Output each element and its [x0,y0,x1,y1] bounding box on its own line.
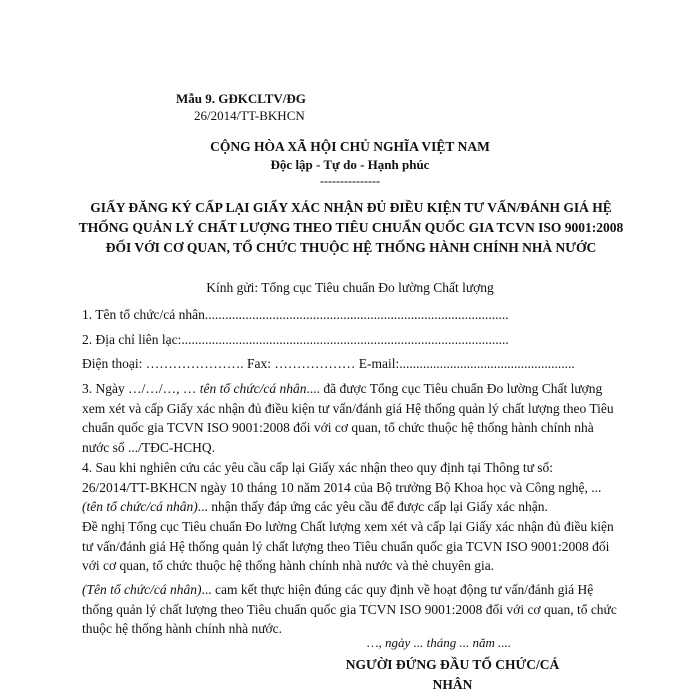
form-code: Mẫu 9. GĐKCLTV/ĐG [176,91,306,106]
commitment-text: ... cam kết thực hiện đúng các quy định về hoạt động tư vấn/đánh giá Hệ thống quản lý chất lượng theo Tiêu chuẩn quốc gia TCVN ISO 9001:2008 đối với cơ quan, tổ chức thuộc hệ thống hành chính nhà nước. [82,582,617,636]
national-motto: Độc lập - Tự do - Hạnh phúc [270,157,430,172]
item-3-paragraph [82,379,622,457]
item-4-text-start: 4. Sau khi nghiên cứu các yêu cầu cấp lại Giấy xác nhận theo quy định tại Thông tư số: 26/2014/TT-BKHCN ngày 10 tháng 10 năm 2014 của Bộ trưởng Bộ Khoa học và Công nghệ, ... [82,460,602,495]
national-name: CỘNG HÒA XÃ HỘI CHỦ NGHĨA VIỆT NAM [210,139,490,154]
commitment-paragraph [82,580,622,639]
field-address: 2. Địa chỉ liên lạc:................................................................................................. [82,332,509,347]
item-4-org-placeholder: (tên tổ chức/cá nhân) [82,499,198,514]
item-4-paragraph [82,458,622,517]
header-divider: --------------- [320,174,380,188]
addressee: Kính gửi: Tổng cục Tiêu chuẩn Đo lường Chất lượng [206,280,494,295]
signer-title: NGƯỜI ĐỨNG ĐẦU TỔ CHỨC/CÁ NHÂN [345,657,560,692]
item-3-org-placeholder: tên tổ chức/cá nhân [199,381,307,396]
commitment-org-placeholder: (Tên tổ chức/cá nhân) [82,582,202,597]
signature-date: …, ngày ... tháng ... năm .... [367,635,512,650]
field-org-name: 1. Tên tổ chức/cá nhân.......................................................................................... [82,307,509,322]
item-3-text-start: 3. Ngày …/…/…, … [82,381,200,396]
field-phone-fax-email: Điện thoại: …………………. Fax: ……………… E-mail:.................................................... [82,356,575,371]
document-title: GIẤY ĐĂNG KÝ CẤP LẠI GIẤY XÁC NHẬN ĐỦ ĐIỀU KIỆN TƯ VẤN/ĐÁNH GIÁ HỆ THỐNG QUẢN LÝ CHẤT LƯỢNG THEO TIÊU CHUẨN QUỐC GIA TCVN ISO 9001:2008 ĐỐI VỚI CƠ QUAN, TỔ CHỨC THUỘC HỆ THỐNG HÀNH CHÍNH NHÀ NƯỚC [78,200,624,255]
item-3-text-end: .... đã được Tổng cục Tiêu chuẩn Đo lường Chất lượng xem xét và cấp Giấy xác nhận đủ điều kiện tư vấn/đánh giá Hệ thống quản lý chất lượng theo Tiêu chuẩn quốc gia TCVN ISO 9001:2008 đối với cơ quan, tổ chức thuộc hệ thống hành chính nhà nước số .../TĐC-HCHQ. [82,381,614,455]
request-paragraph: Đề nghị Tổng cục Tiêu chuẩn Đo lường Chất lượng xem xét và cấp lại Giấy xác nhận đủ điều kiện tư vấn/đánh giá Hệ thống quản lý chất lượng theo Tiêu chuẩn quốc gia TCVN ISO 9001:2008 đối với cơ quan, tổ chức thuộc hệ thống hành chính nhà nước và thẻ chuyên gia. [82,519,614,573]
circular-number: 26/2014/TT-BKHCN [194,108,305,123]
item-4-text-end: ... nhận thấy đáp ứng các yêu cầu để được cấp lại Giấy xác nhận. [197,499,548,514]
